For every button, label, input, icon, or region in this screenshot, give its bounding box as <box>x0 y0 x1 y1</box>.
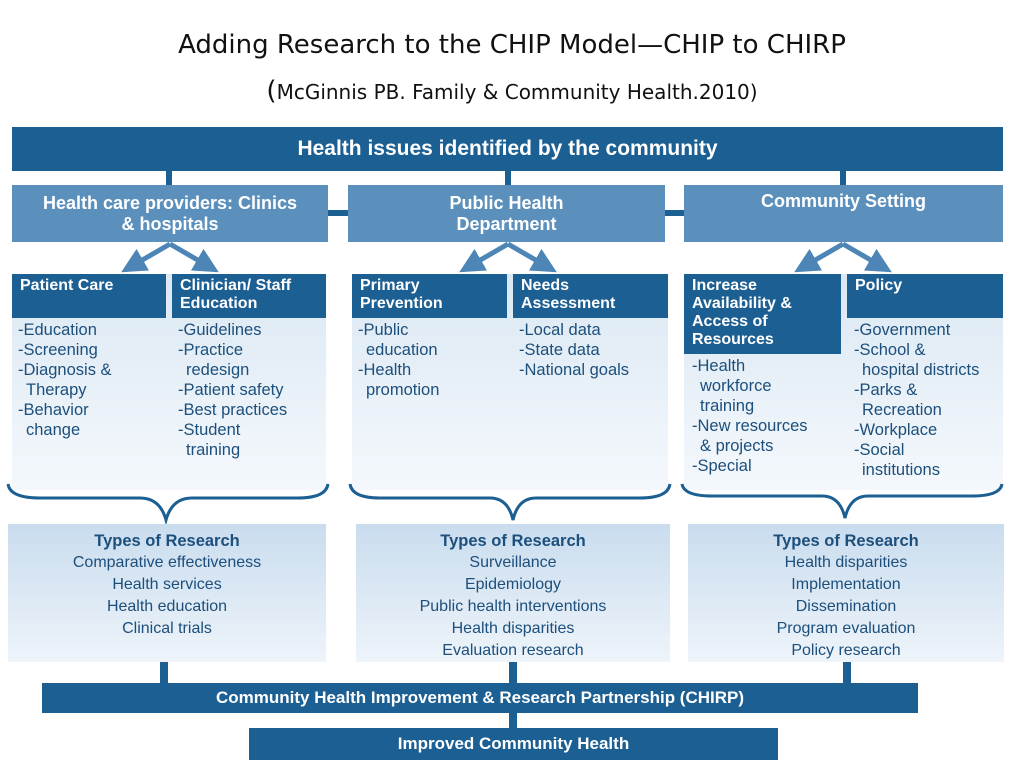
list-item: -Workplace <box>854 421 938 439</box>
list-item: Therapy <box>26 381 87 399</box>
list-item: change <box>26 421 81 439</box>
list-item: -Student <box>178 421 241 439</box>
dept-health-care-providers: Health care providers: Clinics & hospitals <box>12 185 328 242</box>
research-item: Public health interventions <box>419 598 607 615</box>
list-item: -National goals <box>519 361 630 379</box>
list-item: -Health <box>692 357 746 375</box>
chirp-bar: Community Health Improvement & Research Partnership (CHIRP) <box>42 683 918 713</box>
research-health-care <box>8 524 326 662</box>
sub-head-increase-availability: Increase Availability & Access of Resources <box>684 274 841 354</box>
research-item: Evaluation research <box>442 642 584 659</box>
list-item: -School & <box>854 341 926 359</box>
brace-icon <box>350 484 670 520</box>
list-item: -Health <box>358 361 412 379</box>
arrow-icon <box>132 244 170 266</box>
health-issues-bar: Health issues identified by the community <box>12 127 1003 171</box>
list-item: -Behavior <box>18 401 89 419</box>
list-item: training <box>186 441 241 459</box>
split-arrows <box>132 244 881 266</box>
list-item: -State data <box>519 341 600 359</box>
subtitle-open-paren: ( <box>266 76 277 106</box>
brace-icon <box>8 484 328 520</box>
list-item: -Practice <box>178 341 244 359</box>
sub-head-patient-care: Patient Care <box>12 274 166 318</box>
research-heading: Types of Research <box>94 532 240 550</box>
research-item: Health disparities <box>451 620 575 637</box>
research-item: Health services <box>112 576 222 593</box>
list-item: -Best practices <box>178 401 288 419</box>
list-item: training <box>700 397 755 415</box>
list-item: -Social <box>854 441 905 459</box>
research-item: Dissemination <box>795 598 897 615</box>
list-item: -New resources <box>692 417 808 435</box>
subtitle-citation: McGinnis PB. Family & Community Health.2010) <box>276 80 758 104</box>
arrow-icon <box>508 244 546 266</box>
research-item: Health disparities <box>784 554 908 571</box>
list-item: -Guidelines <box>178 321 262 339</box>
dept-public-health: Public Health Department <box>348 185 665 242</box>
list-item: promotion <box>366 381 440 399</box>
research-heading: Types of Research <box>440 532 586 550</box>
braces <box>8 484 1002 520</box>
arrow-icon <box>170 244 208 266</box>
list-item: -Local data <box>519 321 601 339</box>
research-item: Epidemiology <box>464 576 562 593</box>
research-item: Policy research <box>791 642 901 659</box>
sub-head-needs-assessment: Needs Assessment <box>513 274 668 318</box>
sub-head-primary-prevention: Primary Prevention <box>352 274 507 318</box>
list-item: institutions <box>862 461 940 479</box>
research-item: Clinical trials <box>122 620 212 637</box>
list-item: redesign <box>186 361 250 379</box>
list-item: -Education <box>18 321 97 339</box>
research-item: Program evaluation <box>776 620 916 637</box>
list-item: -Public <box>358 321 409 339</box>
list-item: hospital districts <box>862 361 980 379</box>
research-item: Comparative effectiveness <box>72 554 262 571</box>
list-item: -Patient safety <box>178 381 284 399</box>
list-item: -Diagnosis & <box>18 361 112 379</box>
arrow-icon <box>470 244 508 266</box>
list-item: -Screening <box>18 341 98 359</box>
list-item: -Parks & <box>854 381 918 399</box>
arrow-icon <box>805 244 843 266</box>
list-item: -Special <box>692 457 752 475</box>
research-item: Implementation <box>791 576 901 593</box>
list-item: workforce <box>700 377 772 395</box>
page-title: Adding Research to the CHIP Model—CHIP to CHIRP <box>178 30 846 60</box>
list-item: & projects <box>700 437 774 455</box>
sub-head-policy: Policy <box>847 274 1003 318</box>
research-community-setting <box>688 524 1004 662</box>
arrow-icon <box>843 244 881 266</box>
list-item: education <box>366 341 438 359</box>
list-item: Recreation <box>862 401 942 419</box>
brace-icon <box>682 484 1002 518</box>
improved-health-bar: Improved Community Health <box>249 728 778 760</box>
research-heading: Types of Research <box>773 532 919 550</box>
sub-head-clinician-education: Clinician/ Staff Education <box>172 274 326 318</box>
list-item: -Government <box>854 321 951 339</box>
research-item: Health education <box>106 598 228 615</box>
research-public-health <box>356 524 670 662</box>
dept-community-setting: Community Setting <box>684 185 1003 242</box>
research-item: Surveillance <box>469 554 557 571</box>
